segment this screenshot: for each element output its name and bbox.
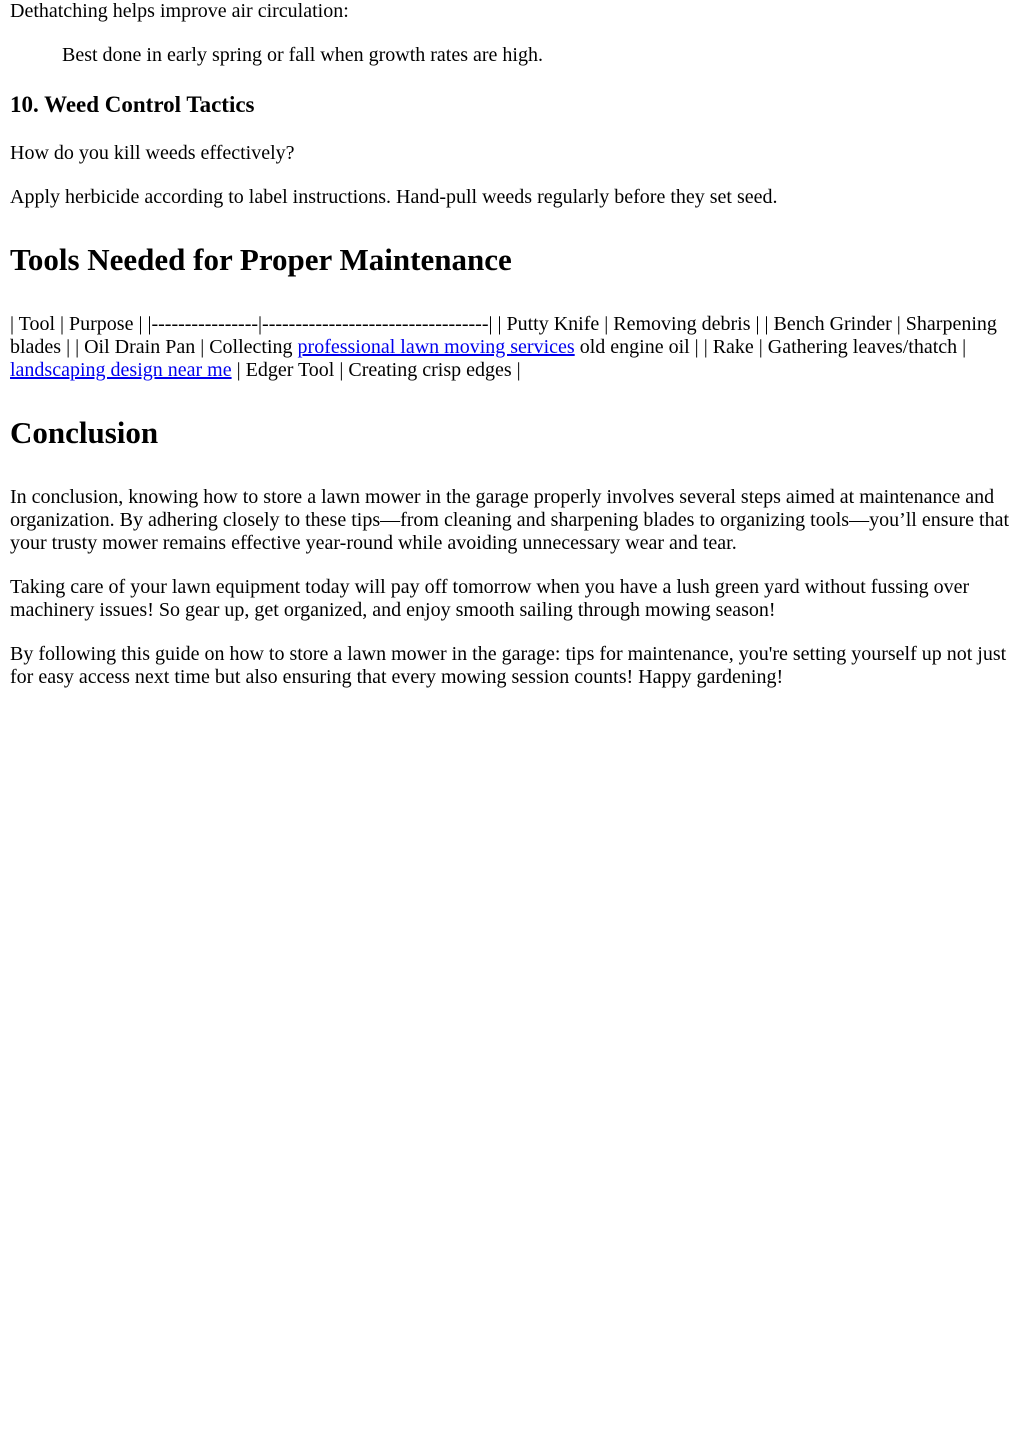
tools-table-text [10, 313, 1014, 382]
conclusion-paragraph-3: By following this guide on how to store a lawn mower in the garage: tips for maintenance, you're setting yourself up not just for easy access next time but also ensuring that every mowing session counts! Happy gardening! [10, 643, 1007, 688]
tools-text-part-1: | Tool | Purpose | |----------------|----------------------------------| | Putty Knife | Removing debris | | Bench Grinder | Sharpening blades | | Oil Drain Pan | Collecting [10, 313, 997, 358]
weed-control-heading: 10. Weed Control Tactics [10, 92, 255, 117]
tools-text-part-3: | Edger Tool | Creating crisp edges | [231, 359, 521, 381]
article-body [0, 0, 1024, 689]
tools-heading: Tools Needed for Proper Maintenance [10, 242, 512, 277]
conclusion-paragraph-2: Taking care of your lawn equipment today will pay off tomorrow when you have a lush green yard without fussing over machinery issues! So gear up, get organized, and enjoy smooth sailing through mowing season! [10, 576, 970, 621]
weed-question: How do you kill weeds effectively? [10, 142, 295, 164]
conclusion-heading: Conclusion [10, 415, 159, 450]
tools-text-part-2: old engine oil | | Rake | Gathering leaves/thatch | [574, 336, 967, 358]
weed-answer: Apply herbicide according to label instructions. Hand-pull weeds regularly before they set seed. [10, 186, 778, 208]
intro-quote: Best done in early spring or fall when growth rates are high. [62, 44, 543, 66]
landscaping-design-near-me-link[interactable]: landscaping design near me [10, 359, 232, 381]
intro-paragraph: Dethatching helps improve air circulation: [10, 0, 349, 22]
professional-lawn-moving-services-link[interactable]: professional lawn moving services [297, 336, 575, 358]
conclusion-paragraph-1: In conclusion, knowing how to store a lawn mower in the garage properly involves several steps aimed at maintenance and organization. By adhering closely to these tips—from cleaning and sharpening blades to organizing tools—you’ll ensure that your trusty mower remains effective year-round while avoiding unnecessary wear and tear. [10, 486, 1010, 554]
